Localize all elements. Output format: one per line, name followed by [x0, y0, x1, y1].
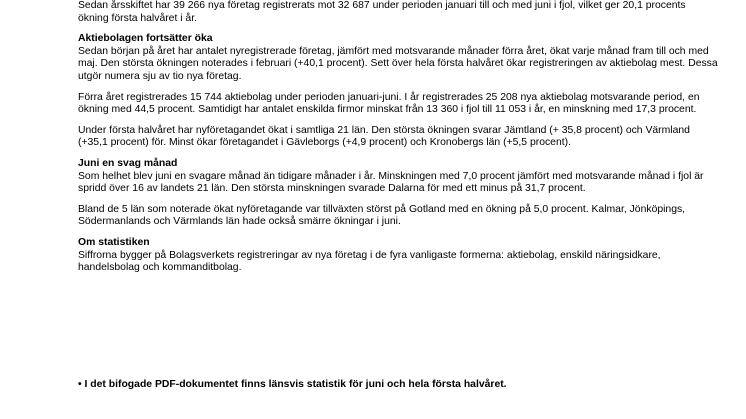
section-juni — [78, 158, 718, 229]
section-statistik — [78, 237, 718, 275]
document-body — [78, 0, 718, 283]
paragraph: Under första halvåret har nyföretagandet ökat i samtliga 21 län. Den största ökningen svarar Jämtland (+ 35,8 procent) och Värmland (+35,1 procent) för. Minst ökar företagandet i Gävleborgs (+4,9 procent) och Kronobergs län (+5,5 procent). — [78, 124, 690, 149]
intro-paragraph: Sedan årsskiftet har 39 266 nya företag registrerats mot 32 687 under perioden januari till och med juni i fjol, vilket ger 20,1 procents ökning första halvåret i år. — [78, 0, 686, 24]
heading-aktiebolag: Aktiebolagen fortsätter öka — [78, 33, 213, 45]
paragraph: Förra året registrerades 15 744 aktiebolag under perioden januari-juni. I år registrerades 25 208 nya aktiebolag motsvarande period, en ökning med 44,5 procent. Samtidigt har antalet enskilda firmor minskat från 13 360 i fjol till 11 053 i år, en minskning med 17,3 procent. — [78, 91, 700, 116]
paragraph: Siffrorna bygger på Bolagsverkets registreringar av nya företag i de fyra vanligaste formerna: aktiebolag, enskild näringsidkare, handelsbolag och kommanditbolag. — [78, 249, 661, 274]
attachment-note: • I det bifogade PDF-dokumentet finns länsvis statistik för juni och hela första halvåret. — [78, 379, 507, 390]
paragraph: Sedan början på året har antalet nyregistrerade företag, jämfört med motsvarande månader förra året, ökat varje månad fram till och med maj. Den största ökningen noterades i februari (+40,1 procent). Sett över hela första halvåret ökar registreringen av aktiebolag mest. Dessa utgör numera sju av tio nya företag. — [78, 45, 718, 82]
paragraph: Bland de 5 län som noterade ökat nyföretagande var tillväxten störst på Gotland med en ökning på 5,0 procent. Kalmar, Jönköpings, Södermanlands och Värmlands län hade också smärre ökningar i juni. — [78, 203, 686, 228]
heading-statistik: Om statistiken — [78, 236, 150, 248]
paragraph: Som helhet blev juni en svagare månad än tidigare månader i år. Minskningen med 7,0 procent jämfört med motsvarande månad i fjol är spridd över 16 av landets 21 län. Den största minskningen svarade Dalarna för med ett minus på 31,7 procent. — [78, 170, 704, 195]
heading-juni: Juni en svag månad — [78, 157, 178, 169]
section-aktiebolag — [78, 33, 718, 150]
